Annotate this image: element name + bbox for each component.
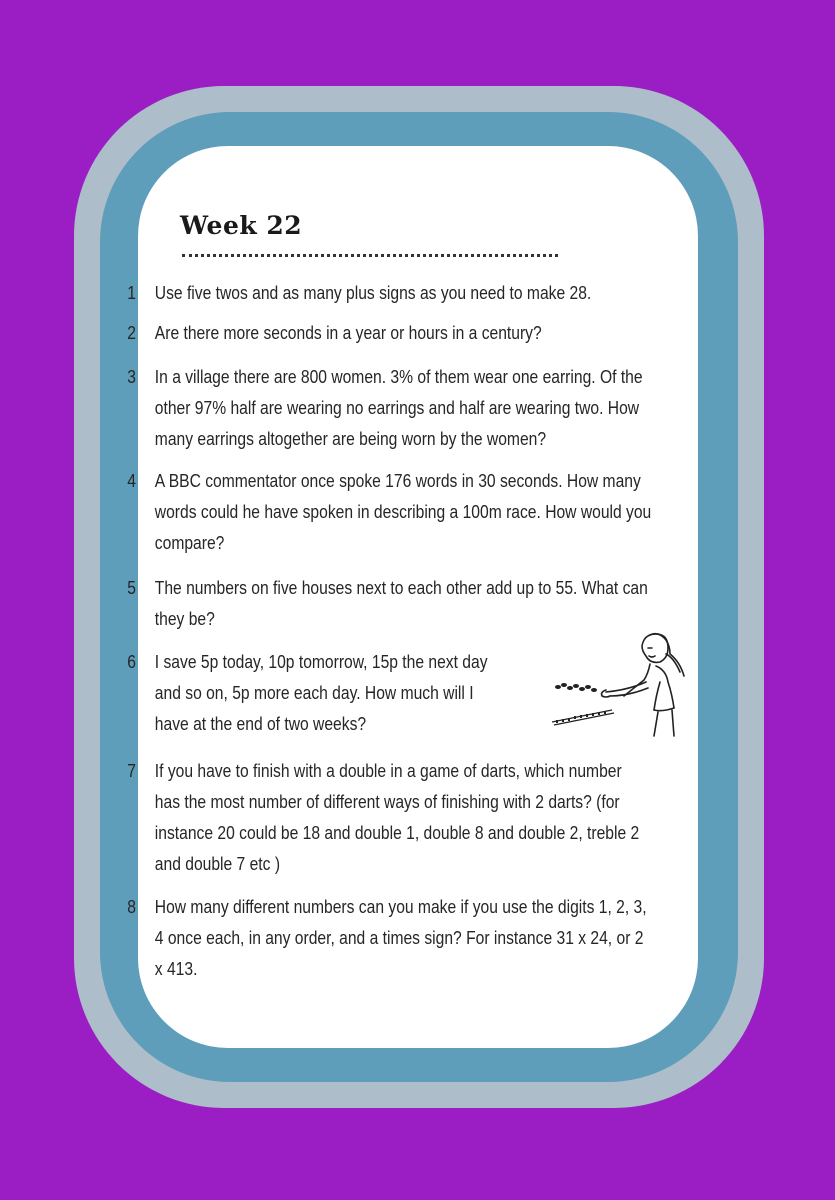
question-number: 3 (127, 367, 136, 387)
question-line: 4 once each, in any order, and a times sign? For instance 31 x 24, or 2 (154, 928, 644, 948)
question-text (155, 573, 654, 635)
question-number: 6 (127, 652, 136, 672)
question-text (155, 756, 654, 880)
question-line: they be? (154, 609, 215, 629)
question-line: compare? (154, 533, 225, 553)
question-line: and double 7 etc ) (154, 854, 281, 874)
question-number: 2 (127, 323, 136, 343)
question-number: 4 (127, 471, 136, 491)
question-line: How many different numbers can you make if you use the digits 1, 2, 3, (154, 897, 647, 917)
question-number: 5 (127, 578, 136, 598)
question-line: Use five twos and as many plus signs as you need to make 28. (154, 283, 592, 303)
title-dotted-rule (182, 254, 558, 257)
question-line: In a village there are 800 women. 3% of them wear one earring. Of the (154, 367, 643, 387)
question-line: and so on, 5p more each day. How much will I (154, 683, 474, 703)
question-line: words could he have spoken in describing a 100m race. How would you (154, 502, 652, 522)
question-line: many earrings altogether are being worn by the women? (154, 429, 547, 449)
question-line: x 413. (154, 959, 198, 979)
question-line: If you have to finish with a double in a game of darts, which number (154, 761, 622, 781)
question-line: instance 20 could be 18 and double 1, double 8 and double 2, treble 2 (154, 823, 640, 843)
question-number: 8 (127, 897, 136, 917)
question-line: The numbers on five houses next to each other add up to 55. What can (154, 578, 648, 598)
page-title: Week 22 (180, 211, 303, 240)
question-text (155, 318, 654, 349)
question-line: I save 5p today, 10p tomorrow, 15p the next day (154, 652, 488, 672)
question-line: have at the end of two weeks? (154, 714, 367, 734)
question-line: A BBC commentator once spoke 176 words in 30 seconds. How many (154, 471, 641, 491)
question-number: 7 (127, 761, 136, 781)
question-line: Are there more seconds in a year or hours in a century? (154, 323, 542, 343)
question-line: has the most number of different ways of finishing with 2 darts? (for (154, 792, 620, 812)
question-line: other 97% half are wearing no earrings and half are wearing two. How (154, 398, 640, 418)
question-number: 1 (127, 283, 136, 303)
question-text (155, 892, 654, 985)
question-text (155, 278, 654, 309)
question-text (155, 362, 654, 455)
coins-illustration (550, 630, 685, 740)
question-text (155, 466, 654, 559)
